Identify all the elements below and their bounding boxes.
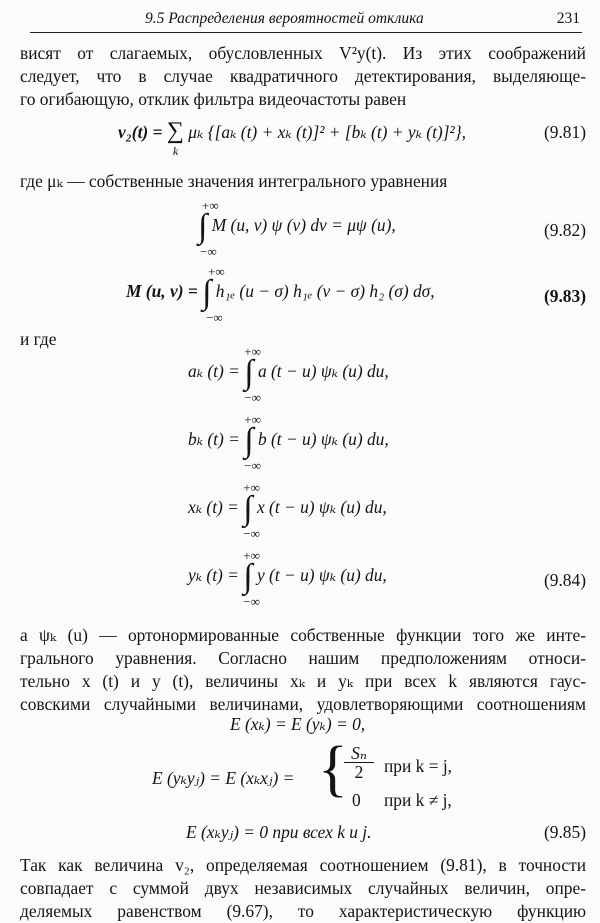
int-upper-limit: +∞	[208, 264, 225, 279]
integral-sign: ∫	[244, 422, 254, 459]
intro-line-3: го огибающую, отклик фильтра видеочастоты равен	[20, 89, 407, 109]
equation-9-83	[126, 264, 435, 330]
integral-sign: ∫	[202, 274, 212, 311]
and-where-text: и где	[20, 329, 57, 349]
int-lower-limit: −∞	[200, 244, 217, 259]
running-header	[30, 8, 582, 33]
para2-line-4: совскими случайными величинами, удовлетворяющими соотношениям	[20, 694, 586, 714]
intro-line-2: следует, что в случае квадратичного детектирования, выделяюще-	[20, 66, 586, 86]
eq-number-9-84: (9.84)	[543, 570, 586, 590]
equation-9-82	[198, 198, 396, 264]
page-number: 231	[556, 10, 580, 27]
int-upper-limit: +∞	[244, 412, 261, 427]
fraction-denominator: 2	[354, 762, 364, 782]
sum-index: k	[172, 144, 179, 158]
integral-sign: ∫	[244, 354, 254, 391]
eq-number-9-82: (9.82)	[543, 220, 586, 240]
eq-number-9-81: (9.81)	[543, 122, 586, 142]
int-upper-limit: +∞	[243, 480, 260, 495]
para3-line-1: Так как величина v₂, определяемая соотношением (9.81), в точности	[20, 855, 586, 875]
where-mu-paragraph	[20, 170, 586, 193]
int-lower-limit: −∞	[206, 310, 223, 325]
eq-9-84-lhs-a: aₖ (t) =	[188, 361, 240, 381]
running-header-title: 9.5 Распределения вероятностей отклика	[145, 10, 424, 27]
sum-symbol: ∑	[166, 118, 184, 144]
eq-9-84-lhs-b: bₖ (t) =	[188, 429, 240, 449]
para3-line-3: деляемых равенством (9.67), то характеристическую функцию	[20, 901, 586, 921]
eq-number-9-85: (9.85)	[543, 822, 586, 842]
eq-number-9-83: (9.83)	[543, 286, 586, 306]
para2-line-1: а ψₖ (u) — ортонормированные собственные функции того же инте-	[20, 625, 586, 645]
eq-9-81-body: μₖ {[aₖ (t) + xₖ (t)]² + [bₖ (t) + yₖ (t)]²},	[188, 122, 466, 142]
fraction-numerator: Sₙ	[344, 744, 374, 763]
eq-9-83-body: h₁ₑ (u − σ) h₁ₑ (v − σ) h₂ (σ) dσ,	[215, 281, 435, 301]
fraction-sn-over-2	[344, 744, 374, 781]
eq-9-84-line-x	[188, 480, 387, 546]
eq-9-85-line-2-lhs: E (yₖyⱼ) = E (xₖxⱼ) =	[152, 768, 295, 788]
eq-9-84-lhs-x: xₖ (t) =	[188, 497, 239, 517]
eq-9-84-body-y: y (t − u) ψₖ (u) du,	[256, 565, 387, 585]
int-upper-limit: +∞	[244, 344, 261, 359]
integral-sign: ∫	[243, 558, 253, 595]
int-upper-limit: +∞	[243, 548, 260, 563]
cases-brace: {	[318, 735, 348, 803]
eq-9-84-body-x: x (t − u) ψₖ (u) du,	[256, 497, 387, 517]
eq-9-81-lhs: v₂(t) =	[118, 122, 167, 142]
eq-9-83-lhs: M (u, v) =	[126, 281, 203, 301]
para2-line-3: тельно x (t) и y (t), величины xₖ и yₖ при всех k являются гаус-	[20, 671, 586, 691]
eq-9-84-body-b: b (t − u) ψₖ (u) du,	[257, 429, 389, 449]
intro-line-1: висят от слагаемых, обусловленных V²y(t). Из этих соображений	[20, 43, 586, 63]
where-mu-line: где μₖ — собственные значения интегрального уравнения	[20, 171, 448, 191]
eq-9-84-line-y	[188, 548, 387, 614]
case-2-value: 0	[352, 790, 361, 810]
integral-sign: ∫	[198, 208, 208, 245]
eq-9-84-line-a	[188, 344, 389, 410]
int-lower-limit: −∞	[243, 594, 260, 609]
int-upper-limit: +∞	[202, 198, 219, 213]
int-lower-limit: −∞	[244, 390, 261, 405]
case-2-condition: при k ≠ j,	[384, 790, 452, 810]
integral-sign: ∫	[243, 490, 253, 527]
int-lower-limit: −∞	[244, 458, 261, 473]
case-1-condition: при k = j,	[384, 756, 453, 776]
eq-9-84-lhs-y: yₖ (t) =	[188, 565, 239, 585]
int-lower-limit: −∞	[243, 526, 260, 541]
eq-9-84-line-b	[188, 412, 389, 478]
eq-9-85-line-1: E (xₖ) = E (yₖ) = 0,	[230, 714, 366, 734]
para3-line-2: совпадает с суммой двух независимых случайных величин, опре-	[20, 878, 586, 898]
eq-9-84-body-a: a (t − u) ψₖ (u) du,	[257, 361, 389, 381]
and-where-paragraph	[20, 328, 586, 351]
paragraph-2	[20, 624, 586, 716]
paragraph-3	[20, 854, 586, 923]
eq-9-85-line-3: E (xₖyⱼ) = 0 при всех k и j.	[186, 822, 372, 842]
equation-9-81	[118, 118, 466, 158]
para2-line-2: грального уравнения. Согласно нашим предположениям относи-	[20, 648, 586, 668]
intro-paragraph	[20, 42, 586, 111]
eq-9-82-body: M (u, v) ψ (v) dv = μψ (u),	[211, 215, 396, 235]
